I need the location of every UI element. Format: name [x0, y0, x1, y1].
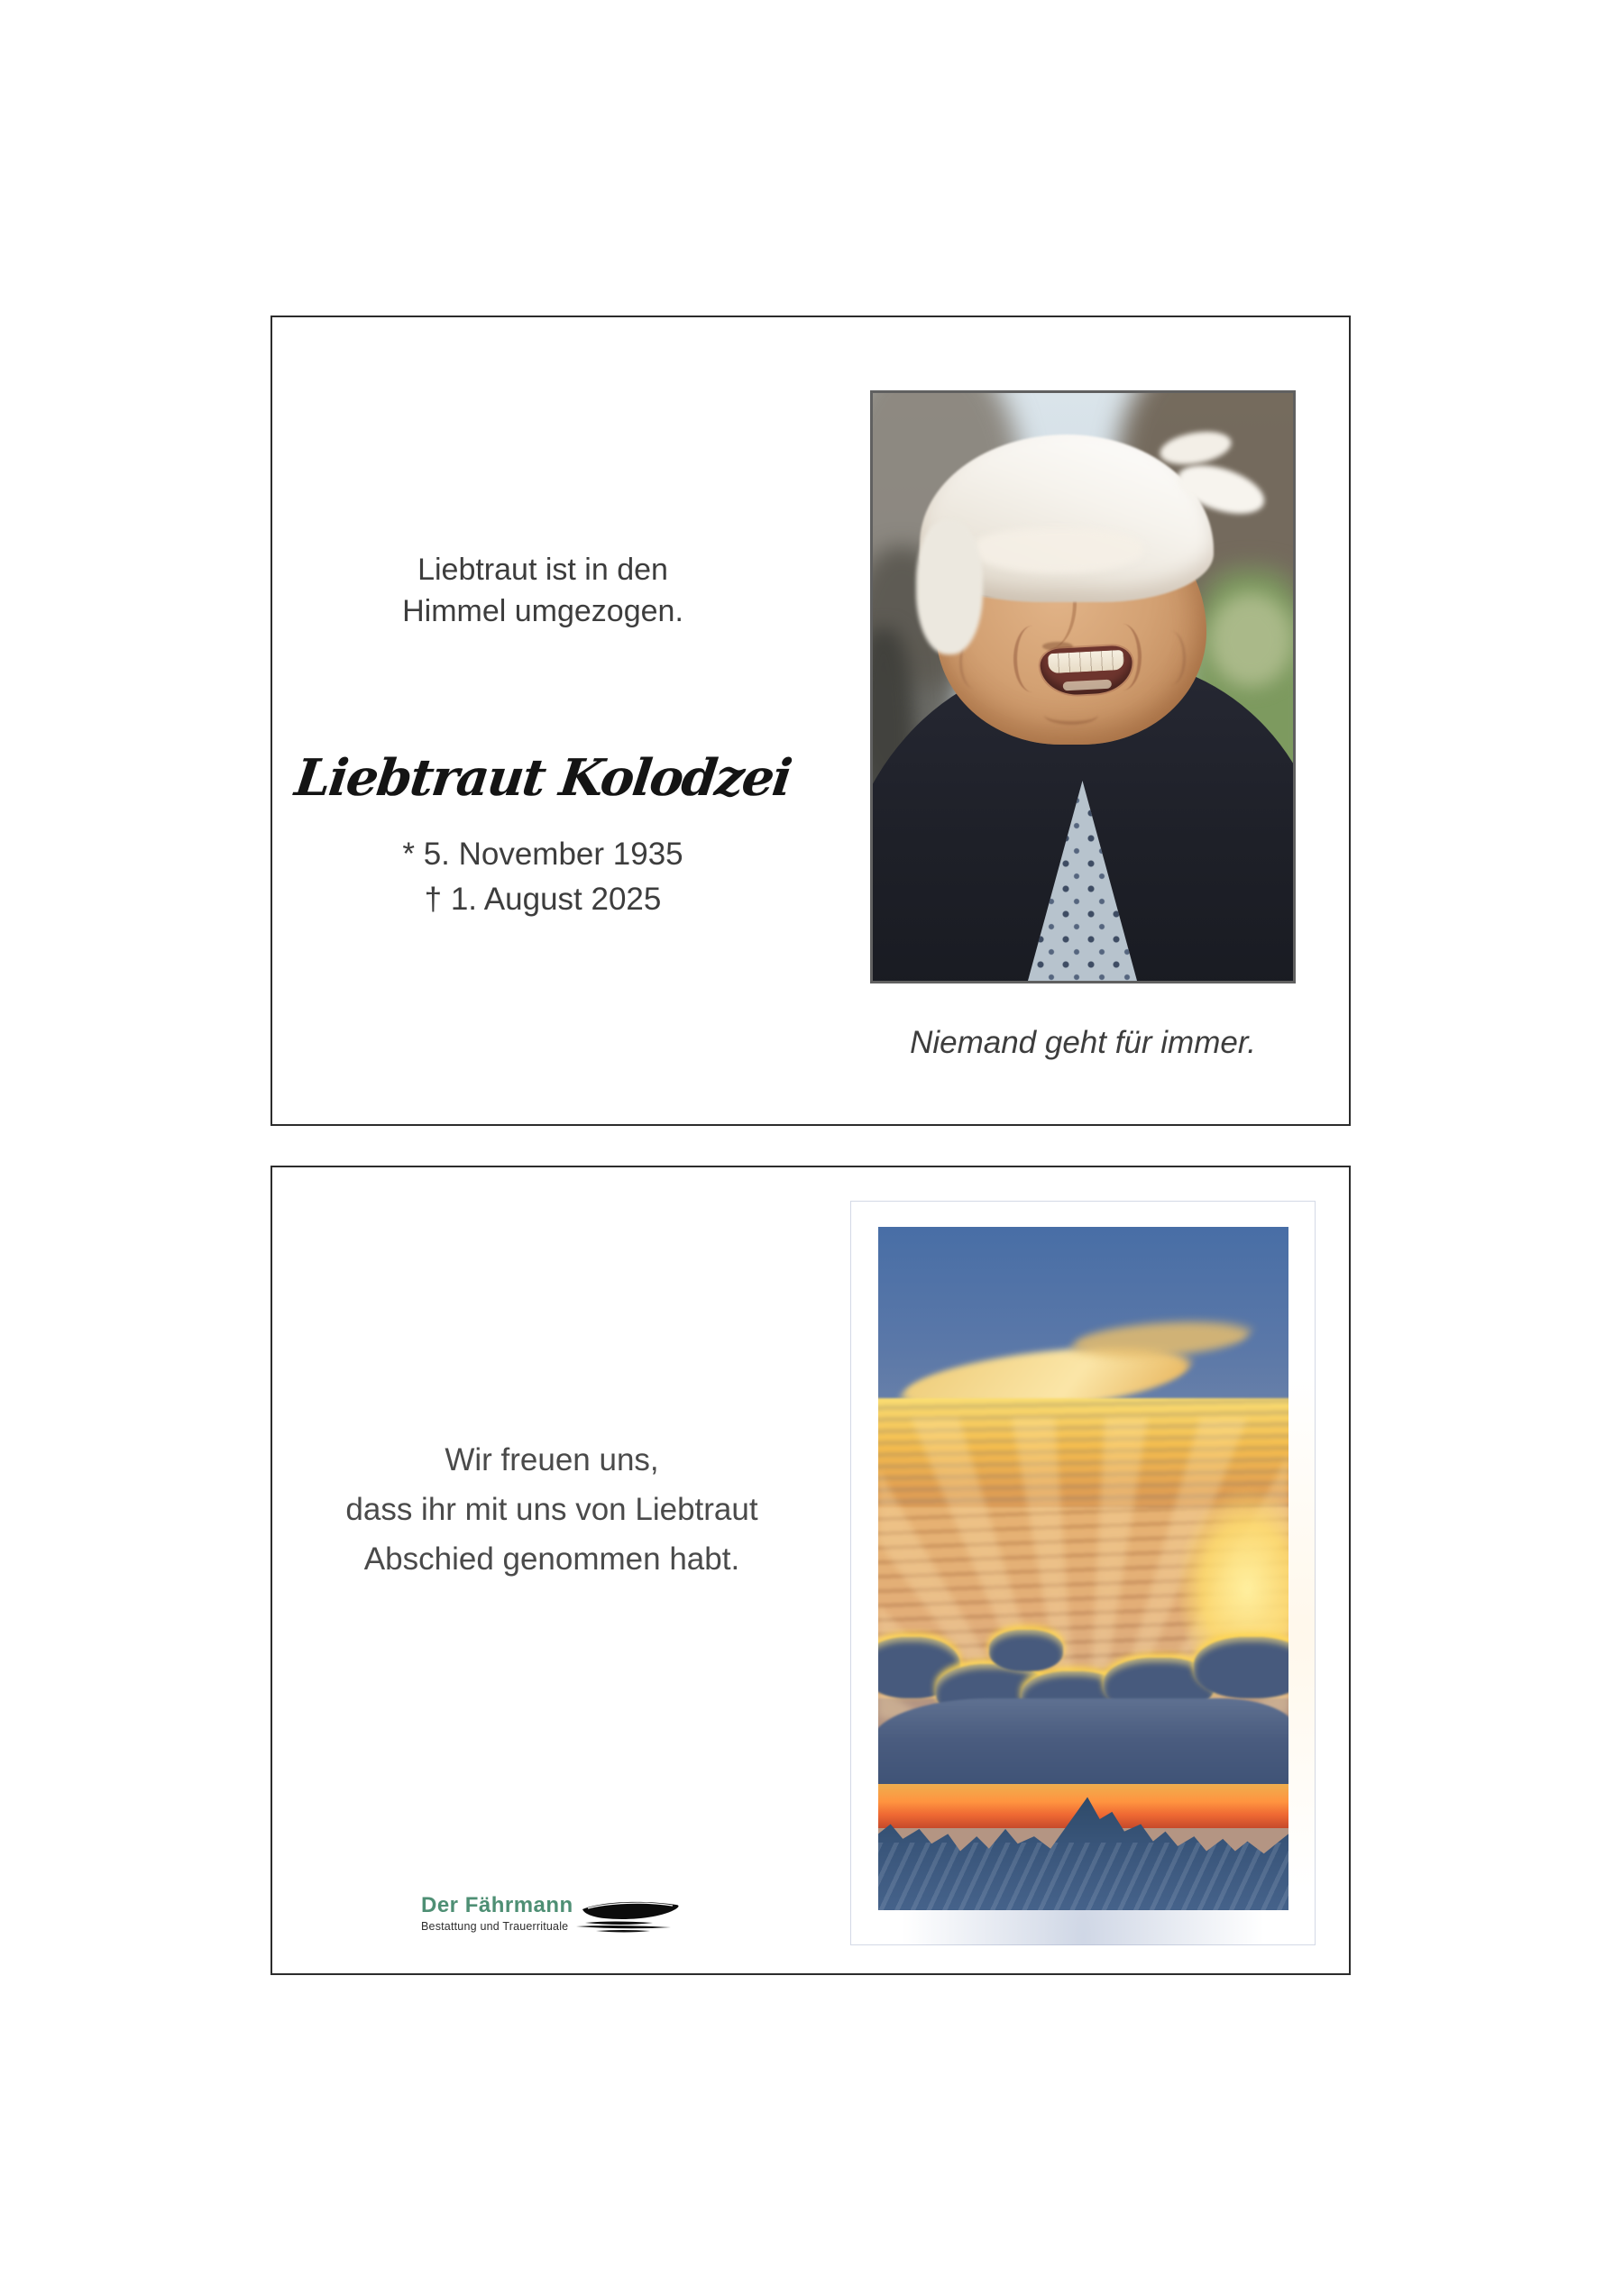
life-dates — [308, 832, 777, 922]
memorial-card-back — [270, 1166, 1351, 1975]
hair-side-left — [916, 519, 983, 654]
intro-line-1: Liebtraut ist in den — [417, 553, 668, 587]
rim-lit-cloud — [989, 1630, 1063, 1670]
upper-teeth — [1048, 650, 1124, 673]
photo-meadow-light-patch — [1209, 593, 1293, 687]
death-date: † 1. August 2025 — [424, 882, 662, 917]
intro-line-2: Himmel umgezogen. — [402, 594, 683, 628]
deceased-name: Liebtraut Kolodzei — [291, 748, 794, 808]
logo-brand-name: Der Fährmann — [421, 1893, 573, 1917]
farewell-message — [290, 1435, 813, 1584]
farewell-line-1: Wir freuen uns, — [445, 1442, 659, 1477]
memorial-card-front — [270, 316, 1351, 1126]
farewell-line-2: dass ihr mit uns von Liebtraut — [345, 1492, 758, 1527]
rim-lit-cloud — [1194, 1637, 1288, 1698]
sunset-photo-frame — [850, 1201, 1316, 1945]
chin-crease — [1044, 705, 1098, 725]
memorial-quote: Niemand geht für immer. — [910, 1025, 1256, 1060]
birth-date: * 5. November 1935 — [402, 837, 683, 872]
cheek-wrinkle-right — [1156, 631, 1186, 685]
intro-text — [308, 549, 777, 632]
lower-teeth — [1063, 680, 1112, 691]
funeral-home-logo — [421, 1894, 836, 1957]
portrait-photo — [870, 390, 1296, 983]
hair-fringe — [972, 528, 1143, 573]
rowing-boat-icon — [576, 1898, 683, 1935]
farewell-line-3: Abschied genommen habt. — [363, 1541, 740, 1577]
sunset-photo — [878, 1227, 1288, 1910]
logo-tagline: Bestattung und Trauerrituale — [421, 1920, 569, 1933]
